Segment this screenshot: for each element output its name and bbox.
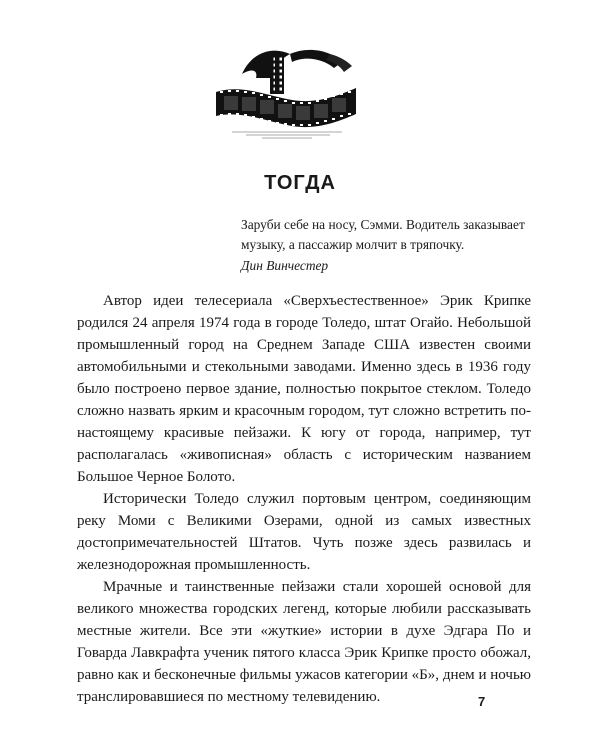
epigraph-quote: Заруби себе на носу, Сэмми. Водитель заказывает музыку, а пассажир молчит в тряпочку.: [241, 217, 525, 252]
paragraph-1: Автор идеи телесериала «Сверхъестественное» Эрик Крипке родился 24 апреля 1974 года в городе Толедо, штат Огайо. Небольшой промышленный город на Среднем Западе США известен своими автомобильными и стекольными заводами. Именно здесь в 1936 году было построено первое здание, полностью покрытое стеклом. Толедо сложно назвать ярким и красочным городом, тут сложно встретить по-настоящему красивые пейзажи. К югу от города, например, тут располагалась «живописная» область с историческим названием Большое Черное Болото.: [77, 293, 531, 485]
body-text: [77, 290, 531, 708]
film-strip-icon: [212, 44, 360, 140]
paragraph-3: Мрачные и таинственные пейзажи стали хорошей основой для великого множества городских легенд, которые любили рассказывать местные жители. Все эти «жуткие» истории в духе Эдгара По и Говарда Лавкрафта ученик пятого класса Эрик Крипке просто обожал, равно как и бесконечные фильмы ужасов категории «Б», днем и ночью транслировавшиеся по местному телевидению.: [77, 579, 531, 705]
page-number: 7: [478, 694, 486, 709]
epigraph-author: Дин Винчестер: [241, 258, 329, 273]
chapter-title: ТОГДА: [264, 172, 336, 194]
epigraph: [241, 215, 531, 276]
paragraph-2: Исторически Толедо служил портовым центром, соединяющим реку Моми с Великими Озерами, одной из самых известных достопримечательностей Штатов. Чуть позже здесь развилась и железнодорожная промышленность.: [77, 491, 531, 573]
